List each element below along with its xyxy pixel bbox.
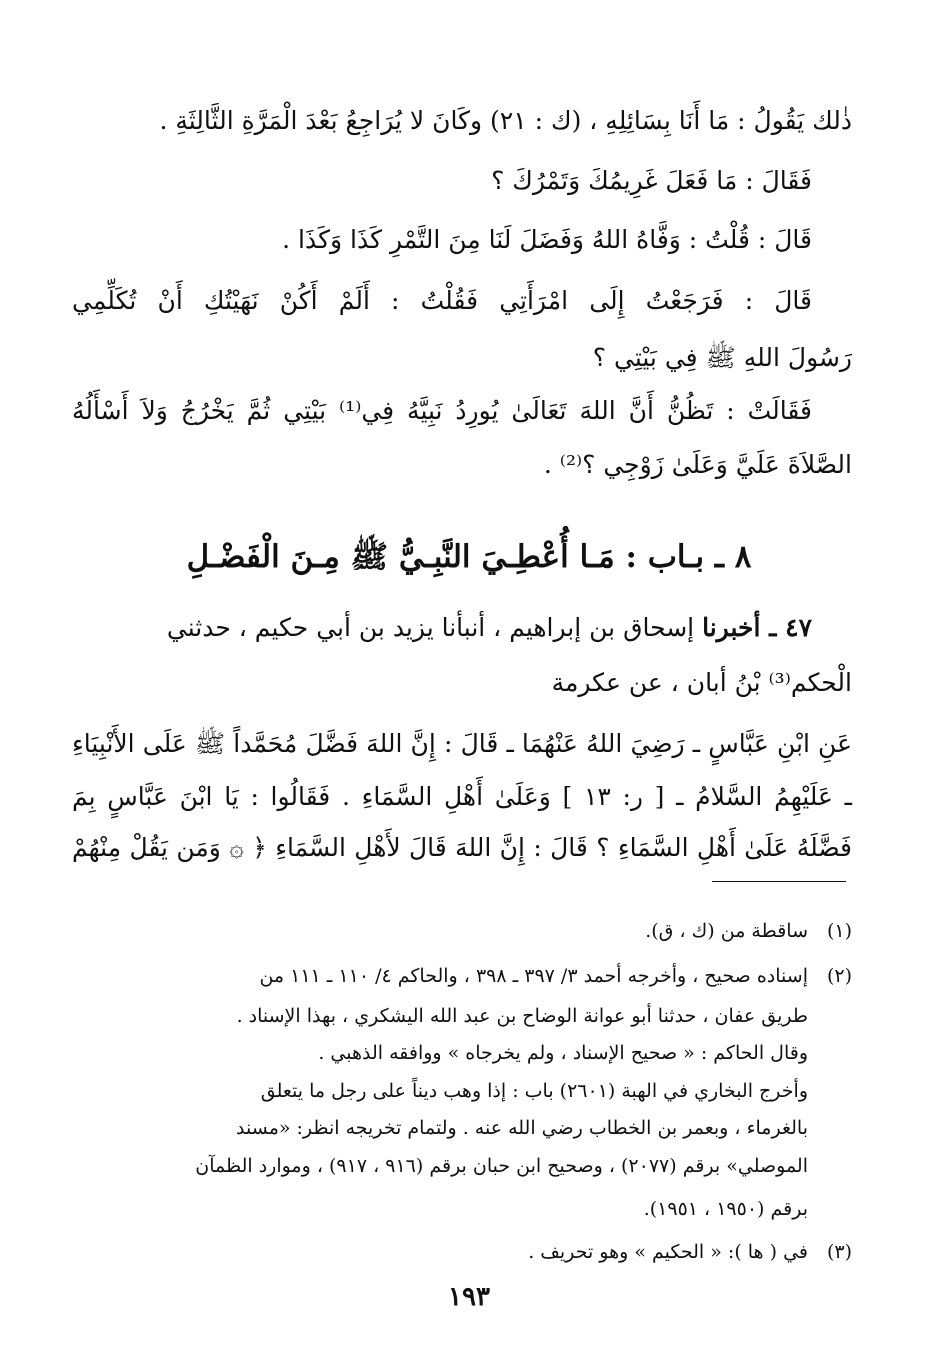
hadith-text-line: فَضَّلَهُ عَلَىٰ أَهْلِ السَّمَاءِ ؟ قَالَ : إِنَّ اللهَ قَالَ لأَهْلِ السَّمَاءِ ﴿ ۞ وَمَن يَقُلْ مِنْهُمْ: [72, 833, 852, 862]
footnote-text: وأخرج البخاري في الهبة (٢٦٠١) باب : إذا وهب ديناً على رجل ما يتعلق: [260, 1080, 808, 1102]
hadith-text-line: ـ عَلَيْهِمُ السَّلامُ ـ [ ر: ١٣ ] وَعَلَىٰ أَهْلِ السَّمَاءِ . فَقَالُوا : يَا ابْنَ عَبَّاسٍ بِمَ: [72, 782, 852, 811]
text-line: قَالَ : فَرَجَعْتُ إِلَى امْرَأَتِي فَقُلْتُ : أَلَمْ أَكُنْ نَهَيْتُكِ أَنْ تُكَلِّمِي: [72, 286, 812, 315]
footnote-number: (٣): [826, 1241, 852, 1263]
footnote-text: ساقطة من (ك ، ق).: [645, 920, 808, 942]
footnote-1: [82, 916, 852, 946]
page-number: ١٩٣: [448, 1282, 490, 1312]
footnote-number: (١): [826, 920, 852, 942]
footnote-text: برقم (١٩٥٠ ، ١٩٥١).: [643, 1198, 808, 1220]
text-line: الصَّلاَةَ عَلَيَّ وَعَلَىٰ زَوْجِي ؟⁽²⁾ .: [543, 450, 852, 479]
hadith-isnad-text: إسحاق بن إبراهيم ، أنبأنا يزيد بن أبي حكيم ، حدثني: [166, 613, 695, 642]
hadith-isnad-line: [72, 608, 812, 648]
chapter-heading: ٨ ـ بـاب : مَـا أُعْطِـيَ النَّبِـيُّ ﷺ مِـنَ الْفَضْـلِ: [186, 539, 752, 575]
footnote-text: طريق عفان ، حدثنا أبو عوانة الوضاح بن عبد الله اليشكري ، بهذا الإسناد .: [236, 1005, 808, 1027]
text-line: فَقَالَ : مَا فَعَلَ غَرِيمُكَ وَتَمْرُكَ ؟: [491, 166, 812, 195]
hadith-text-line: عَنِ ابْنِ عَبَّاسٍ ـ رَضِيَ اللهُ عَنْهُمَا ـ قَالَ : إِنَّ اللهَ فَضَّلَ مُحَمَّداً ﷺ عَلَى الأَنْبِيَاءِ: [72, 729, 852, 758]
footnote-number: (٢): [826, 965, 852, 987]
text-line: قَالَ : قُلْتُ : وَفَّاهُ اللهُ وَفَضَلَ لَنَا مِنَ التَّمْرِ كَذَا وَكَذَا .: [282, 225, 812, 254]
text-line: رَسُولَ اللهِ ﷺ فِي بَيْتِي ؟: [592, 343, 852, 372]
hadith-number: ٤٧ ـ أخبرنا: [702, 613, 812, 642]
footnote-text: إسناده صحيح ، وأخرجه أحمد ٣/ ٣٩٧ ـ ٣٩٨ ، والحاكم ٤/ ١١٠ ـ ١١١ من: [259, 965, 808, 987]
footnote-text: بالغرماء ، وبعمر بن الخطاب رضي الله عنه . ولتمام تخريجه انظر: «مسند: [236, 1117, 808, 1139]
footnote-3: [82, 1237, 852, 1267]
text-line: ذٰلك يَقُولُ : مَا أَنَا بِسَائِلِهِ ، (ك : ٢١) وكَانَ لا يُرَاجِعُ بَعْدَ الْمَرَّةِ الثَّالِثَةِ .: [159, 106, 852, 135]
footnote-text: وقال الحاكم : « صحيح الإسناد ، ولم يخرجاه » ووافقه الذهبي .: [318, 1042, 808, 1064]
footnote-2: [82, 961, 852, 991]
text-line: فَقَالَتْ : تَظُنُّ أَنَّ اللهَ تَعَالَىٰ يُورِدُ نَبِيَّهُ فِي⁽¹⁾ بَيْتِي ثُمَّ يَخْرُجُ وَلاَ أَسْأَلُهُ: [72, 396, 813, 425]
footnote-text: الموصلي» برقم (٢٠٧٧) ، وصحيح ابن حبان برقم (٩١٦ ، ٩١٧) ، وموارد الظمآن: [195, 1155, 808, 1177]
footnote-separator: [712, 881, 846, 882]
hadith-isnad-line: الْحكم⁽³⁾ بْنُ أبان ، عن عكرمة: [551, 668, 852, 697]
footnote-text: في ( ها ): « الحكيم » وهو تحريف .: [528, 1241, 808, 1263]
